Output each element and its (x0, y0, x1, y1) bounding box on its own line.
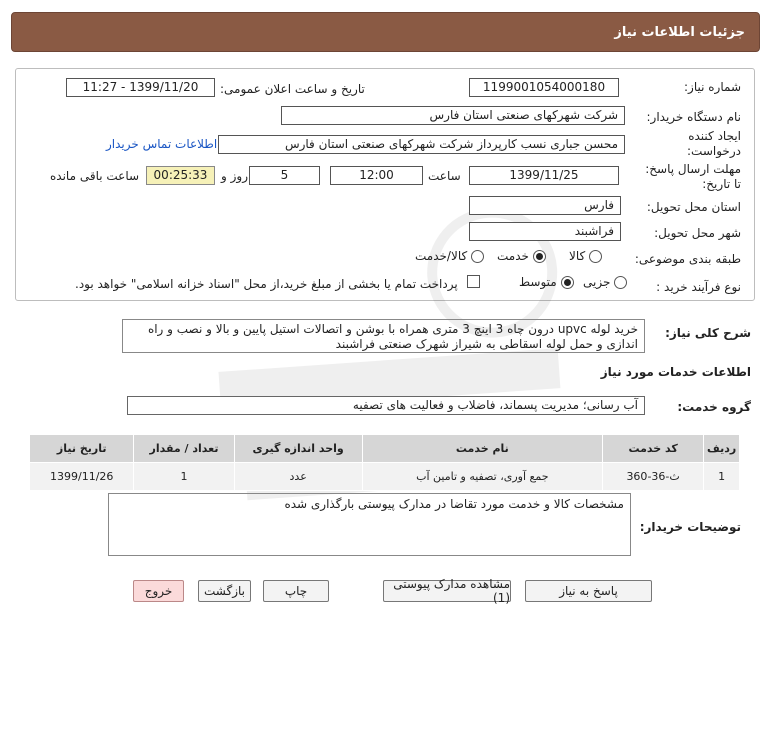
buyer-org-label: نام دستگاه خریدار: (646, 110, 741, 124)
category-goods-radio[interactable] (589, 250, 602, 263)
back-button[interactable]: بازگشت (198, 580, 251, 602)
print-button[interactable]: چاپ (263, 580, 329, 602)
days-label: روز و (221, 169, 248, 183)
province-field: فارس (469, 196, 621, 215)
need-number-field: 1199001054000180 (469, 78, 619, 97)
creator-field: محسن جباری نسب کارپرداز شرکت شهرکهای صنعتی استان فارس (218, 135, 625, 154)
col-service-code: کد خدمت (603, 435, 704, 463)
cell-service-name: جمع آوری، تصفیه و تامین آب (362, 463, 602, 491)
announce-date-label: تاریخ و ساعت اعلان عمومی: (220, 82, 365, 96)
cell-service-code: ث-36-360 (603, 463, 704, 491)
category-service-text: خدمت (497, 249, 529, 263)
services-section-title: اطلاعات خدمات مورد نیاز (600, 365, 751, 379)
services-table (29, 434, 740, 491)
category-goods-service-radio[interactable] (471, 250, 484, 263)
buyer-notes-box (108, 493, 631, 556)
page-title: جزئیات اطلاعات نیاز (614, 24, 745, 40)
creator-label-line2: درخواست: (687, 144, 741, 158)
reply-button[interactable]: پاسخ به نیاز (525, 580, 652, 602)
service-group-label: گروه خدمت: (677, 400, 751, 414)
category-option-goods-service[interactable] (415, 249, 484, 263)
city-label: شهر محل تحویل: (654, 226, 741, 240)
deadline-time-label: ساعت (428, 169, 461, 183)
cell-row: 1 (704, 463, 740, 491)
city-field: فراشبند (469, 222, 621, 241)
category-goods-service-text: کالا/خدمت (415, 249, 468, 263)
category-option-goods[interactable] (569, 249, 602, 263)
category-label: طبقه بندی موضوعی: (634, 252, 741, 266)
cell-quantity: 1 (134, 463, 234, 491)
need-number-label: شماره نیاز: (684, 80, 741, 94)
remaining-time-field: 00:25:33 (146, 166, 215, 185)
province-label: استان محل تحویل: (646, 200, 741, 214)
deadline-label-line2: تا تاریخ: (702, 177, 741, 191)
col-quantity: تعداد / مقدار (134, 435, 234, 463)
col-unit: واحد اندازه گیری (234, 435, 362, 463)
process-minor-text: جزیی (583, 275, 611, 289)
category-service-radio[interactable] (533, 250, 546, 263)
services-table-header (30, 435, 740, 463)
buyer-contact-link[interactable]: اطلاعات تماس خریدار (106, 137, 218, 151)
col-row: ردیف (704, 435, 740, 463)
remaining-time-label: ساعت باقی مانده (50, 169, 140, 183)
attachments-button[interactable]: مشاهده مدارک پیوستی (1) (383, 580, 511, 602)
buyer-notes-text: مشخصات کالا و خدمت مورد تقاضا در مدارک پیوستی بارگذاری شده (284, 497, 624, 511)
col-need-date: تاریخ نیاز (30, 435, 134, 463)
summary-text: خرید لوله upvc درون چاه 3 اینچ 3 متری همراه با بوشن و اتصالات استیل پایین و بالا و نصب و راه اندازی و حمل لوله اسقاطی به شیراز شهرک صنعتی فراشبند (122, 319, 645, 353)
process-type-label: نوع فرآیند خرید : (656, 280, 741, 294)
page-header (11, 12, 760, 52)
creator-label-line1: ایجاد کننده (688, 129, 741, 143)
cell-need-date: 1399/11/26 (30, 463, 134, 491)
category-option-service[interactable] (497, 249, 546, 263)
days-field: 5 (249, 166, 320, 185)
process-option-medium[interactable] (519, 275, 574, 289)
deadline-label-line1: مهلت ارسال پاسخ: (645, 162, 741, 176)
buyer-org-field: شرکت شهرکهای صنعتی استان فارس (281, 106, 625, 125)
col-service-name: نام خدمت (362, 435, 602, 463)
deadline-date-field: 1399/11/25 (469, 166, 619, 185)
process-medium-radio[interactable] (561, 276, 574, 289)
process-minor-radio[interactable] (614, 276, 627, 289)
process-option-minor[interactable] (583, 275, 627, 289)
exit-button[interactable]: خروج (133, 580, 184, 602)
process-medium-text: متوسط (519, 275, 557, 289)
treasury-payment-text: پرداخت تمام یا بخشی از مبلغ خرید،از محل "اسناد خزانه اسلامی" خواهد بود. (75, 277, 458, 291)
summary-label: شرح کلی نیاز: (665, 326, 751, 340)
announce-date-field: 1399/11/20 - 11:27 (66, 78, 215, 97)
deadline-time-field: 12:00 (330, 166, 423, 185)
service-group-field: آب رسانی؛ مدیریت پسماند، فاضلاب و فعالیت های تصفیه (127, 396, 645, 415)
cell-unit: عدد (234, 463, 362, 491)
treasury-payment-checkbox[interactable] (467, 275, 480, 288)
table-row (30, 463, 740, 491)
buyer-notes-label: توضیحات خریدار: (639, 520, 741, 534)
category-goods-text: کالا (569, 249, 586, 263)
